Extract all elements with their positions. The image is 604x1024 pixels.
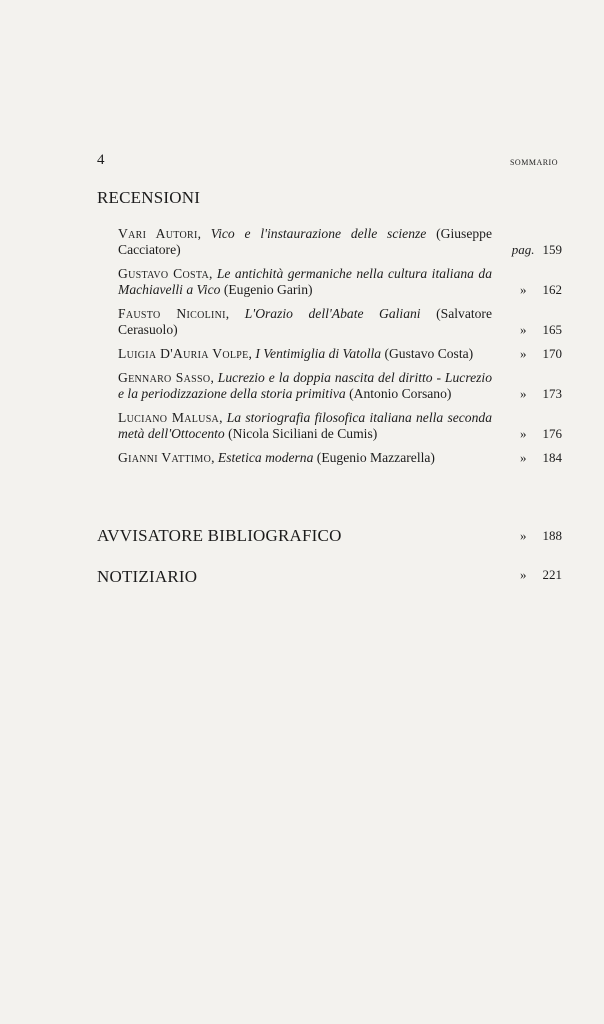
entry-page-number: 162 [542, 282, 562, 297]
entry-page-ref: » 162 [520, 282, 562, 297]
avvisatore-page-ref: » 188 [520, 528, 562, 543]
entry-page-number: 159 [542, 242, 562, 257]
entry-page-ref: » 176 [520, 426, 562, 441]
entry-author: Gianni Vattimo [118, 450, 212, 465]
entry-page-ref: » 170 [520, 346, 562, 361]
entry-title: La storiografia filosofica italiana nella seconda metà dell'Ottocento [118, 410, 492, 441]
entry-page-number: 176 [542, 426, 562, 441]
entry-author: Vari Autori [118, 226, 198, 241]
section-title-notiziario: NOTIZIARIO [97, 567, 198, 586]
entry-author: Gustavo Costa [118, 266, 210, 281]
entry-author: Fausto Nicolini [118, 306, 226, 321]
toc-entry: Luciano Malusa, La storiografia filosofica italiana nella seconda metà dell'Ottocento (Nicola Siciliani de Cumis) » 176 [118, 410, 562, 441]
entry-reviewer: (Gustavo Costa) [381, 346, 474, 361]
entry-reviewer: (Salvatore Cerasuolo) [118, 306, 492, 337]
toc-entry: Gustavo Costa, Le antichità germaniche nella cultura italiana da Machiavelli a Vico (Eugenio Garin) » 162 [118, 266, 562, 297]
entry-page-ref: » 184 [520, 450, 562, 465]
entry-title: Lucrezio e la doppia nascita del diritto - Lucrezio e la periodizzazione della storia primitiva [118, 370, 492, 401]
toc-entry: Gianni Vattimo, Estetica moderna (Eugenio Mazzarella) » 184 [118, 450, 562, 465]
entry-page-ref: pag. 159 [511, 242, 562, 257]
entry-title: L'Orazio dell'Abate Galiani [244, 306, 421, 321]
entry-page-ref: » 173 [520, 386, 562, 401]
entry-title: I Ventimiglia di Vatolla [255, 346, 382, 361]
toc-entry: Vari Autori, Vico e l'instaurazione delle scienze (Giuseppe Cacciatore) pag. 159 [118, 226, 562, 257]
section-title-avvisatore: AVVISATORE BIBLIOGRAFICO [97, 526, 342, 545]
toc-entry: Fausto Nicolini, L'Orazio dell'Abate Galiani (Salvatore Cerasuolo) » 165 [118, 306, 562, 337]
entry-page-number: 173 [542, 386, 562, 401]
entry-author: Luciano Malusa [118, 410, 220, 425]
entry-title: Le antichità germaniche nella cultura italiana da Machiavelli a Vico [118, 266, 493, 297]
page-number: 4 [97, 152, 105, 168]
avvisatore-page-number: 188 [542, 528, 562, 543]
section-title-recensioni: RECENSIONI [97, 188, 201, 207]
entry-page-ref: » 165 [520, 322, 562, 337]
entry-reviewer: (Giuseppe Cacciatore) [118, 226, 492, 257]
toc-entry: Luigia D'Auria Volpe, I Ventimiglia di Vatolla (Gustavo Costa) » 170 [118, 346, 562, 361]
toc-entry: Gennaro Sasso, Lucrezio e la doppia nascita del diritto - Lucrezio e la periodizzazione della storia primitiva (Antonio Corsano) » 173 [118, 370, 562, 401]
entry-page-number: 165 [542, 322, 562, 337]
entry-reviewer: (Eugenio Mazzarella) [313, 450, 435, 465]
notiziario-page-number: 221 [542, 567, 562, 582]
entry-title: Estetica moderna [217, 450, 314, 465]
entry-title: Vico e l'instaurazione delle scienze [210, 226, 427, 241]
entry-page-number: 184 [542, 450, 562, 465]
entry-reviewer: (Eugenio Garin) [220, 282, 313, 297]
recensioni-list [118, 226, 562, 474]
entry-author: Gennaro Sasso [118, 370, 211, 385]
notiziario-page-ref: » 221 [520, 567, 562, 582]
entry-reviewer: (Nicola Siciliani de Cumis) [224, 426, 378, 441]
running-head: SOMMARIO [509, 158, 558, 167]
entry-author: Luigia D'Auria Volpe [118, 346, 249, 361]
entry-page-number: 170 [542, 346, 562, 361]
entry-reviewer: (Antonio Corsano) [345, 386, 452, 401]
